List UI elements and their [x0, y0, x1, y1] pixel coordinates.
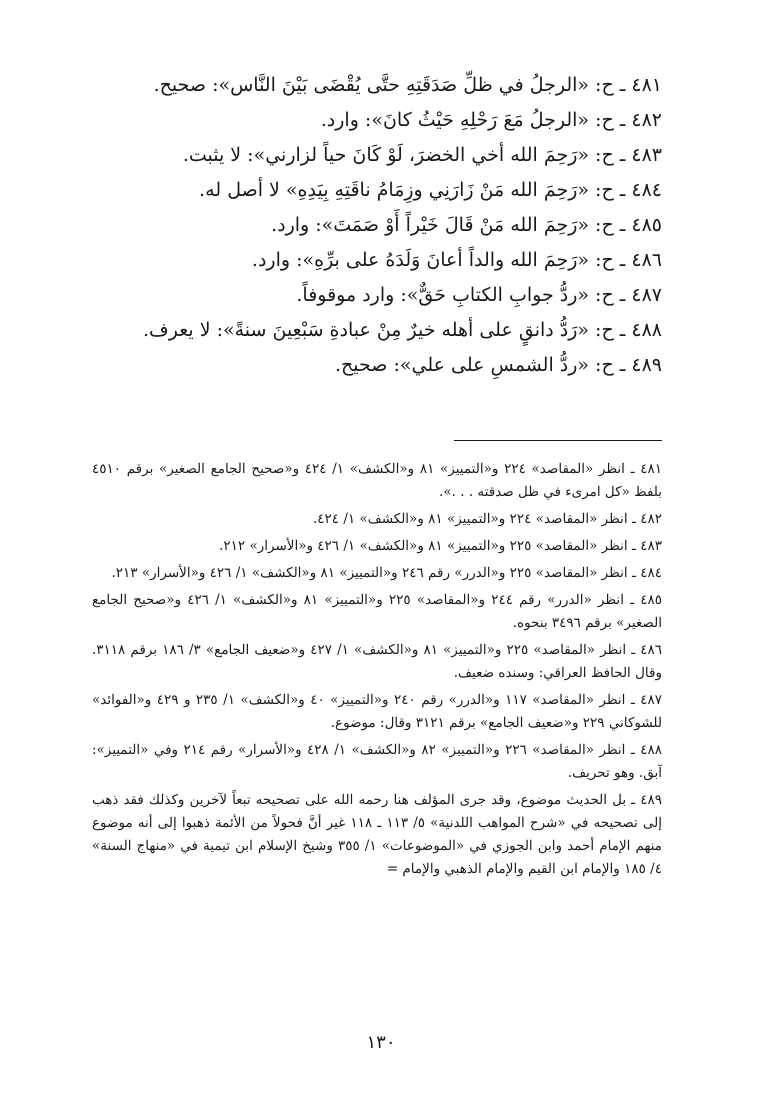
- hadith-entry-481: ٤٨١ ـ ح: «الرجلُ في ظلِّ صَدَقَتِهِ حتَّى يُقْضَى بَيْنَ النَّاس»: صحيح.: [153, 74, 662, 96]
- footnote-487: ٤٨٧ ـ انظر «المقاصد» ١١٧ و«الدرر» رقم ٢٤٠ و«التمييز» ٤٠ و«الكشف» ١/ ٢٣٥ و ٤٢٩ و«الفوائد» للشوكاني ٢٢٩ و«ضعيف الجامع» برقم ٣١٢١ وقال: موضوع.: [92, 692, 663, 731]
- hadith-entry-484: ٤٨٤ ـ ح: «رَحِمَ الله مَنْ زَارَنِي وزِمَامُ ناقَتِهِ بِيَدِهِ» لا أصل له.: [199, 179, 662, 201]
- hadith-entry-489: ٤٨٩ ـ ح: «ردُّ الشمسِ على علي»: صحيح.: [334, 354, 662, 376]
- footnote-482: ٤٨٢ ـ انظر «المقاصد» ٢٢٤ و«التمييز» ٨١ و«الكشف» ١/ ٤٢٤.: [313, 511, 662, 527]
- hadith-entry-487: ٤٨٧ ـ ح: «ردُّ جوابِ الكتابِ حَقٌّ»: وارد موقوفاً.: [296, 284, 662, 306]
- hadith-entry-482: ٤٨٢ ـ ح: «الرجلُ مَعَ رَحْلِهِ حَيْثُ كانَ»: وارد.: [320, 109, 662, 131]
- hadith-entry-486: ٤٨٦ ـ ح: «رَحِمَ الله والداً أعانَ وَلَدَهُ على برِّهِ»: وارد.: [251, 249, 662, 271]
- footnote-486: ٤٨٦ ـ انظر «المقاصد» ٢٢٥ و«التمييز» ٨١ و«الكشف» ١/ ٤٢٧ و«ضعيف الجامع» ٣/ ١٨٦ برقم ٣١١٨. وقال الحافظ العراقي: وسنده ضعيف.: [92, 642, 663, 681]
- footnote-484: ٤٨٤ ـ انظر «المقاصد» ٢٢٥ و«الدرر» رقم ٢٤٦ و«التمييز» ٨١ و«الكشف» ١/ ٤٢٦ و«الأسرار» ٢١٣.: [111, 565, 662, 581]
- footnote-488: ٤٨٨ ـ انظر «المقاصد» ٢٢٦ و«التمييز» ٨٢ و«الكشف» ١/ ٤٢٨ و«الأسرار» رقم ٢١٤ وفي «التمييز»: آبق. وهو تحريف.: [92, 742, 662, 781]
- hadith-entry-488: ٤٨٨ ـ ح: «رَدُّ دانقٍ على أهله خيرٌ مِنْ عبادةِ سَبْعِينَ سنةً»: لا يعرف.: [142, 319, 662, 341]
- page-number: ١٣٠: [366, 1032, 396, 1053]
- footnote-489: ٤٨٩ ـ بل الحديث موضوع، وقد جرى المؤلف هنا رحمه الله على تصحيحه تبعاً لآخرين وكذلك فقد ذهب إلى تصحيحه في «شرح المواهب اللدنية» ٥/ ١١٣ ـ ١١٨ غير أنَّ فحولاً من الأئمة ذهبوا إلى أنه موضوع منهم الإمام أحمد وابن الجوزي في «الموضوعات» ١/ ٣٥٥ وشيخ الإسلام ابن تيمية في «منهاج السنة» ٤/ ١٨٥ والإمام ابن القيم والإمام الذهبي والإمام =: [92, 792, 662, 877]
- footnote-divider: [454, 440, 662, 441]
- hadith-entry-483: ٤٨٣ ـ ح: «رَحِمَ الله أخي الخضرَ، لَوْ كَانَ حياً لزارني»: لا يثبت.: [182, 144, 662, 166]
- footnote-481: ٤٨١ ـ انظر «المقاصد» ٢٢٤ و«التمييز» ٨١ و«الكشف» ١/ ٤٢٤ و«صحيح الجامع الصغير» برقم ٤٥١٠ بلفظ «كل امرىء في ظل صدقته . . .».: [92, 461, 662, 500]
- footnote-483: ٤٨٣ ـ انظر «المقاصد» ٢٢٥ و«التمييز» ٨١ و«الكشف» ١/ ٤٢٦ و«الأسرار» ٢١٢.: [219, 538, 662, 554]
- footnote-485: ٤٨٥ ـ انظر «الدرر» رقم ٢٤٤ و«المقاصد» ٢٢٥ و«التمييز» ٨١ و«الكشف» ١/ ٤٢٦ و«صحيح الجامع الصغير» برقم ٣٤٩٦ بنحوه.: [92, 592, 662, 631]
- hadith-entry-485: ٤٨٥ ـ ح: «رَحِمَ الله مَنْ قَالَ خَيْراً أَوْ صَمَتَ»: وارد.: [271, 214, 662, 236]
- footnotes: [92, 458, 662, 885]
- hadith-entries: [102, 68, 662, 383]
